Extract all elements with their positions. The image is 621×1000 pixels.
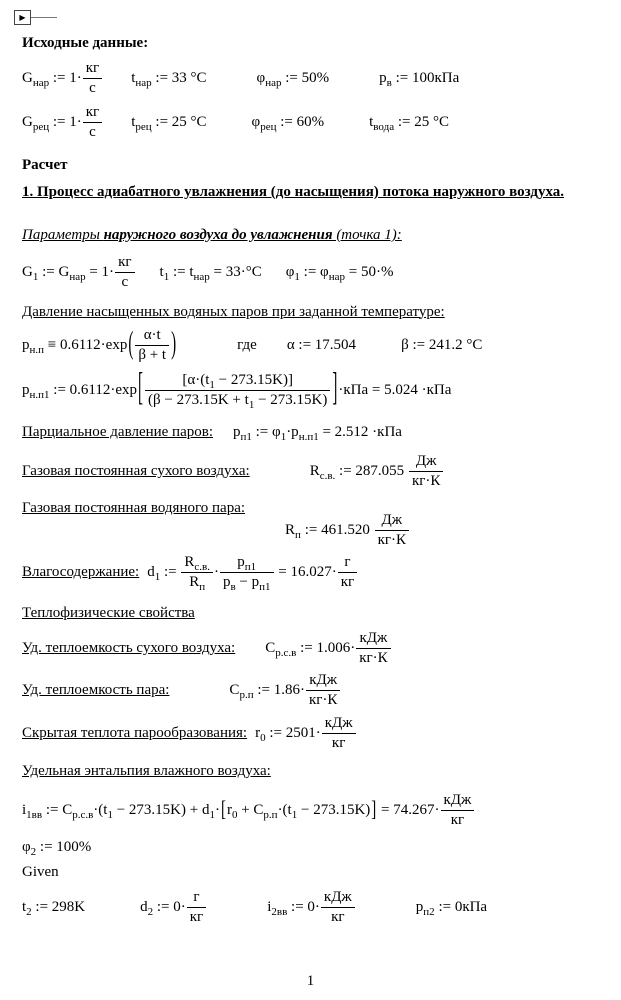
var-sub: 1 [280, 430, 287, 443]
numerator: кДж [306, 672, 340, 691]
phi2-row [22, 839, 609, 856]
result: = 50·% [344, 264, 394, 281]
formula-t-voda[interactable] [369, 114, 449, 131]
params-suffix: (точка 1): [332, 227, 402, 243]
left-bracket: [ [220, 797, 226, 822]
formula-i1vv[interactable] [22, 792, 475, 830]
label-gas-const-vapor: Газовая постоянная водяного пара: [22, 500, 246, 516]
left-paren: ( [128, 327, 134, 361]
fraction [374, 512, 410, 550]
var: r [255, 725, 261, 742]
expr: := 50% [281, 70, 330, 87]
formula-d2[interactable] [140, 889, 207, 927]
fraction [355, 630, 391, 668]
heading-params-point1 [22, 227, 609, 244]
var-sub: н.п [29, 343, 45, 356]
var: p [379, 70, 387, 87]
var: t [131, 113, 136, 130]
result: = 2.512 ·кПа [318, 423, 402, 440]
numerator: кДж [322, 715, 356, 734]
denominator [145, 391, 330, 412]
params-emphasis: наружного воздуха до увлажнения [103, 227, 333, 243]
var: φ [285, 264, 295, 281]
label-moisture: Влагосодержание: [22, 563, 140, 580]
op: ·(t [277, 801, 292, 818]
op: · [213, 563, 219, 580]
label-thermo-props: Теплофизические свойства [22, 605, 195, 621]
var: G [22, 113, 33, 130]
denominator [181, 573, 213, 591]
label-cp-dry: Уд. теплоемкость сухого воздуха: [22, 640, 236, 657]
var-sub: 1 [209, 808, 215, 821]
op: := [160, 563, 181, 580]
denominator: кг [189, 909, 204, 926]
var-sub: п1 [244, 560, 257, 573]
pnp1-row [22, 368, 609, 412]
denominator: кг [331, 735, 346, 752]
formula-t1[interactable] [159, 264, 262, 284]
var-sub: рец [32, 120, 50, 133]
var-sub: 1 [32, 271, 39, 284]
op: := 2501· [265, 725, 321, 742]
heading-initial-data: Исходные данные: [22, 35, 149, 51]
formula-pp1[interactable] [233, 424, 402, 441]
formula-cp-sv[interactable] [265, 630, 391, 668]
formula-t-nar[interactable] [131, 70, 207, 90]
formula-g-rec[interactable] [22, 104, 103, 142]
var-sub: 1 [248, 399, 255, 412]
expr: := 25 °C [394, 113, 449, 130]
label-enthalpy: Удельная энтальпия влажного воздуха: [22, 762, 271, 779]
var: R [309, 462, 320, 479]
var-sub: 1 [294, 271, 300, 284]
op: − 273.15K) + d [112, 801, 210, 818]
var: R [184, 553, 195, 570]
enthalpy-row [22, 792, 609, 830]
latent-heat-row [22, 715, 609, 753]
denominator: кг [331, 909, 345, 926]
var-sub: р.п [239, 688, 254, 701]
fraction [186, 889, 207, 927]
op: := 1· [49, 113, 82, 130]
denominator: с [89, 123, 96, 140]
op: := φ [251, 423, 281, 440]
var-sub: с.в. [319, 469, 336, 482]
right-bracket: ] [371, 797, 377, 822]
input-row-2 [22, 104, 609, 142]
den-pre: (β − 273.15K + t [148, 392, 249, 409]
var-sub: р.с.в [72, 808, 94, 821]
denominator: кг·К [359, 650, 388, 667]
formula-cp-p[interactable] [229, 672, 341, 710]
var-sub: 1 [154, 570, 161, 583]
var: φ [22, 839, 31, 855]
heading-section1: 1. Процесс адиабатного увлажнения (до насыщения) потока наружного воздуха. [22, 184, 565, 200]
area-boundary-line [31, 17, 57, 18]
num-post: − 273.15K)] [214, 372, 293, 388]
right-paren: ) [171, 327, 177, 361]
collapsed-area[interactable] [14, 10, 609, 25]
var-sub: п [295, 529, 301, 542]
var-sub: п [199, 580, 206, 593]
den-post: − 273.15K) [254, 392, 328, 409]
var: t [22, 899, 27, 916]
var-sub: 1 [291, 808, 298, 821]
formula-r0[interactable] [255, 715, 357, 753]
var: G [22, 264, 33, 281]
result: = 16.027· [274, 563, 337, 580]
fraction [219, 554, 275, 592]
left-bracket: [ [138, 368, 144, 411]
denominator: с [89, 80, 96, 97]
var-sub: нар [32, 77, 50, 90]
input-row-1 [22, 60, 609, 98]
op: ·p [286, 423, 299, 440]
op: := 0· [153, 899, 186, 916]
numerator: α·t [135, 327, 169, 346]
var-sub: нар [265, 77, 282, 90]
page-number: 1 [306, 973, 315, 989]
var-sub: 2вв [271, 906, 288, 919]
formula-pnp-def[interactable] [22, 327, 177, 365]
numerator: Дж [375, 512, 409, 531]
formula-t-rec[interactable] [131, 114, 206, 131]
label-sat-pressure: Давление насыщенных водяных паров при заданной температуре: [22, 303, 445, 320]
op: − p [235, 573, 260, 590]
moisture-row [22, 554, 609, 592]
var-sub: в [230, 580, 236, 593]
op: := 1· [49, 70, 82, 87]
var: p [22, 336, 30, 353]
fraction [321, 715, 357, 753]
fraction [180, 554, 214, 592]
var-sub: 1 [209, 379, 215, 391]
formula-alpha[interactable]: α := 17.504 [286, 336, 357, 353]
var: p [222, 573, 231, 590]
var: p [22, 382, 30, 399]
formula-phi-rec[interactable] [252, 114, 325, 131]
fraction [114, 254, 135, 292]
numerator [220, 554, 274, 573]
denominator: кг [450, 811, 465, 828]
var-sub: 1 [163, 271, 170, 284]
var-sub: нар [328, 271, 345, 284]
fraction [320, 889, 356, 927]
cp-dry-row [22, 630, 609, 668]
pnp-def-row [22, 327, 609, 365]
num-pre: [α·(t [182, 372, 210, 388]
gas-const-dry-row [22, 453, 609, 491]
fraction [337, 554, 358, 592]
var-sub: н.п1 [298, 430, 319, 443]
var: t [369, 113, 374, 130]
var-sub: р.с.в [275, 647, 297, 660]
fraction [82, 60, 103, 98]
var: R [189, 573, 200, 590]
var-sub: 2 [147, 906, 154, 919]
numerator [181, 554, 213, 573]
var: d [140, 899, 148, 916]
var-sub: вода [373, 120, 395, 133]
expr: := 100% [36, 839, 92, 855]
op: := φ [299, 264, 329, 281]
formula-p-v[interactable] [379, 70, 460, 90]
var-sub: нар [69, 271, 86, 284]
numerator: кДж [356, 630, 390, 649]
label-where: где [237, 336, 257, 353]
heading-calc: Расчет [22, 157, 68, 173]
var: t [131, 70, 136, 87]
var: φ [256, 70, 266, 87]
numerator [145, 372, 330, 391]
result: ·кПа = 5.024 ·кПа [338, 382, 452, 399]
expr: := 33 °C [151, 70, 207, 87]
denominator: кг·К [411, 472, 441, 489]
label-partial-pressure: Парциальное давление паров: [22, 423, 213, 440]
formula-i2vv[interactable] [267, 889, 356, 927]
var-sub: нар [193, 271, 210, 284]
right-bracket: ] [332, 368, 338, 411]
formula-r-sv[interactable] [310, 453, 445, 491]
expr: := 0кПа [434, 899, 488, 916]
op: := 0· [287, 899, 320, 916]
op: := G [38, 264, 70, 281]
formula-phi-nar[interactable] [256, 70, 330, 90]
numerator: кДж [321, 889, 355, 908]
var: i [267, 899, 272, 916]
denominator: β + t [138, 346, 167, 363]
params-prefix: Параметры [22, 227, 104, 243]
denominator: с [121, 274, 129, 291]
area-toggle-icon[interactable]: ▶ [14, 10, 31, 25]
fraction [408, 453, 444, 491]
result: = 74.267· [377, 801, 440, 818]
op: := 0.6112·exp [49, 382, 138, 399]
numerator: кг [115, 254, 134, 273]
var: r [226, 801, 232, 818]
op: := 287.055 [335, 462, 408, 479]
formula-pp2[interactable] [415, 899, 488, 919]
var-sub: п1 [259, 580, 271, 593]
formula-g-nar[interactable] [22, 60, 103, 98]
point1-row [22, 254, 609, 292]
expr: := 100кПа [391, 70, 460, 87]
numerator: г [187, 889, 206, 908]
var-sub: нар [135, 77, 152, 90]
var-sub: 1 [107, 808, 113, 821]
fraction [144, 372, 331, 410]
op: := t [169, 264, 194, 281]
formula-pnp1[interactable] [22, 368, 452, 412]
label-cp-vapor: Уд. теплоемкость пара: [22, 681, 170, 698]
cp-vapor-row [22, 672, 609, 710]
var-sub: рец [260, 120, 277, 133]
op: ≡ 0.6112·exp [44, 336, 128, 353]
op: ·(t [93, 801, 108, 818]
op: · [214, 801, 220, 818]
label-gas-const-dry: Газовая постоянная сухого воздуха: [22, 462, 250, 479]
op: = 1· [85, 264, 115, 281]
op: := C [42, 801, 73, 818]
numerator: кДж [441, 792, 475, 811]
op: := 1.006· [296, 640, 356, 657]
numerator: г [338, 554, 357, 573]
formula-t2[interactable] [22, 899, 86, 919]
op: := 1.86· [253, 681, 305, 698]
expr: := 25 °C [151, 113, 207, 130]
var-sub: 2 [30, 846, 37, 858]
formula-phi1[interactable] [285, 264, 394, 284]
numerator: кг [83, 104, 102, 123]
denominator [220, 573, 274, 591]
var-sub: с.в. [194, 560, 210, 573]
var-sub: 2 [26, 906, 32, 919]
op: − 273.15K) [297, 801, 371, 818]
result: = 33·°C [209, 264, 262, 281]
var-sub: р.п [263, 808, 278, 821]
var: R [285, 522, 296, 539]
fraction [305, 672, 341, 710]
denominator: кг [340, 573, 355, 590]
var: d [147, 563, 155, 580]
formula-phi2[interactable] [22, 839, 91, 856]
var-sub: н.п1 [29, 389, 50, 402]
var-sub: п2 [423, 906, 435, 919]
formula-d1[interactable] [147, 554, 358, 592]
denominator: кг·К [377, 532, 407, 549]
var: C [229, 681, 240, 698]
op: + C [237, 801, 264, 818]
fraction [440, 792, 476, 830]
expr: := 298K [31, 899, 86, 916]
var: φ [251, 113, 261, 130]
var: p [237, 553, 245, 570]
given-row [22, 889, 609, 927]
var: C [265, 640, 276, 657]
partial-pressure-row [22, 424, 609, 441]
expr: := 60% [276, 113, 325, 130]
fraction [134, 327, 170, 365]
label-given: Given [22, 864, 59, 880]
numerator: кг [83, 60, 102, 79]
var-sub: 0 [231, 808, 238, 821]
label-latent-heat: Скрытая теплота парообразования: [22, 725, 248, 742]
var: t [159, 264, 164, 281]
var-sub: п1 [240, 430, 252, 443]
numerator: Дж [409, 453, 443, 472]
fraction [82, 104, 103, 142]
var: p [233, 423, 241, 440]
var-sub: рец [135, 120, 152, 133]
formula-beta[interactable]: β := 241.2 °C [401, 336, 483, 353]
var: p [415, 899, 424, 916]
formula-r-p[interactable] [285, 512, 410, 550]
var-sub: 0 [260, 732, 266, 745]
var-sub: 1вв [26, 808, 43, 821]
var-sub: в [386, 77, 392, 90]
var: G [22, 70, 33, 87]
op: := 461.520 [300, 522, 374, 539]
denominator: кг·К [308, 691, 338, 708]
formula-g1[interactable] [22, 254, 136, 292]
var: i [22, 801, 27, 818]
